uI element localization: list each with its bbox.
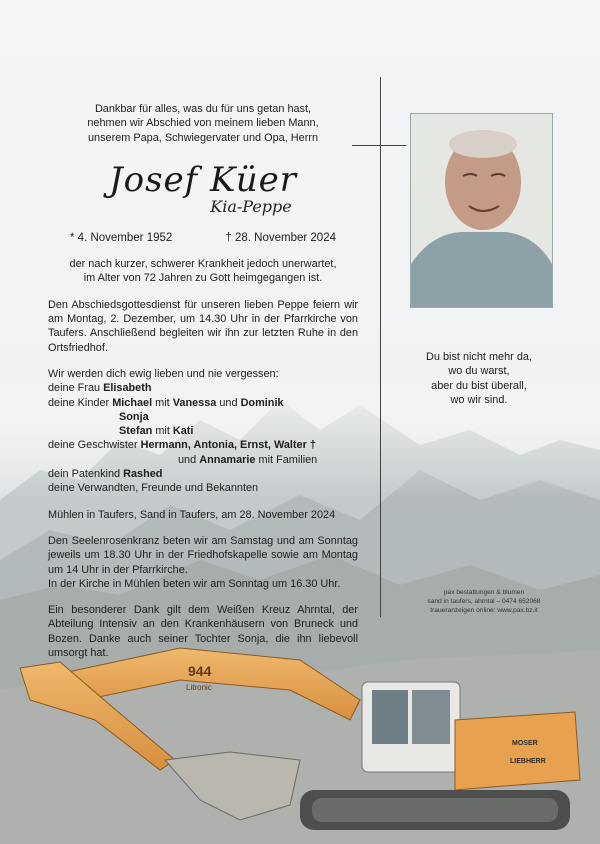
- cross-horizontal-line: [352, 145, 406, 146]
- family-list: Wir werden dich ewig lieben und nie vergessen: deine Frau Elisabeth deine Kinder Michael mit Vanessa und Dominik Sonja Stefan mit Kati deine Geschwister Hermann, Antonia, Ernst, Walter † und Annamarie mit Familien dein Patenkind Rashed deine Verwandten, Freunde und Bekannten: [48, 367, 318, 495]
- excavator-series-label: Litronic: [186, 683, 212, 692]
- excavator-model-label: 944: [188, 663, 212, 679]
- funeral-notice: Den Abschiedsgottesdienst für unseren lieben Peppe feiern wir am Montag, 2. Dezember, um 14.30 Uhr in der Pfarrkirche von Taufers. Anschließend begleiten wir ihn zur letzten Ruhe in den Ortsfriedhof.: [48, 298, 358, 354]
- life-dates: [70, 231, 336, 245]
- death-date: † 28. November 2024: [225, 231, 336, 244]
- memorial-quote: Du bist nicht mehr da, wo du warst, aber du bist überall, wo wir sind.: [426, 351, 532, 406]
- birth-date: * 4. November 1952: [70, 231, 173, 244]
- portrait-image: [411, 114, 552, 307]
- cross-vertical-line: [380, 77, 381, 617]
- nickname: Kia-Peppe: [210, 196, 292, 216]
- excavator-brand-label: LIEBHERR: [510, 758, 546, 765]
- rosary-notice: Den Seelenrosenkranz beten wir am Samstag und am Sonntag jeweils um 18.30 Uhr in der Friedhofskapelle sowie am Montag um 14 Uhr in der Pfarrkirche. In der Kirche in Mühlen beten wir am Sonntag um 16.30 Uhr.: [48, 534, 358, 590]
- excavator-owner-label: MOSER: [512, 740, 538, 747]
- death-note: der nach kurzer, schwerer Krankheit jedoch unerwartet, im Alter von 72 Jahren zu Gott heimgegangen ist.: [69, 258, 337, 285]
- left-column: [48, 102, 358, 660]
- intro-text: Dankbar für alles, was du für uns getan hast, nehmen wir Abschied von meinem lieben Mann, unserem Papa, Schwiegervater und Opa, Herrn: [87, 103, 319, 144]
- place-and-date: Mühlen in Taufers, Sand in Taufers, am 28. November 2024: [48, 508, 336, 521]
- deceased-name: Josef Küer: [109, 159, 297, 200]
- portrait-photo: [410, 113, 553, 308]
- thanks-notice: Ein besonderer Dank gilt dem Weißen Kreuz Ahrntal, der Abteilung Intensiv an den Krankenhäusern von Bruneck und Bozen. Danke auch seiner Tochter Sonja, die ihn liebevoll umsorgt hat.: [48, 604, 358, 660]
- undertaker-info: pax bestattungen & blumen sand in taufers, ahrntal – 0474 652068 traueranzeigen online: www.pax.bz.it: [427, 589, 541, 614]
